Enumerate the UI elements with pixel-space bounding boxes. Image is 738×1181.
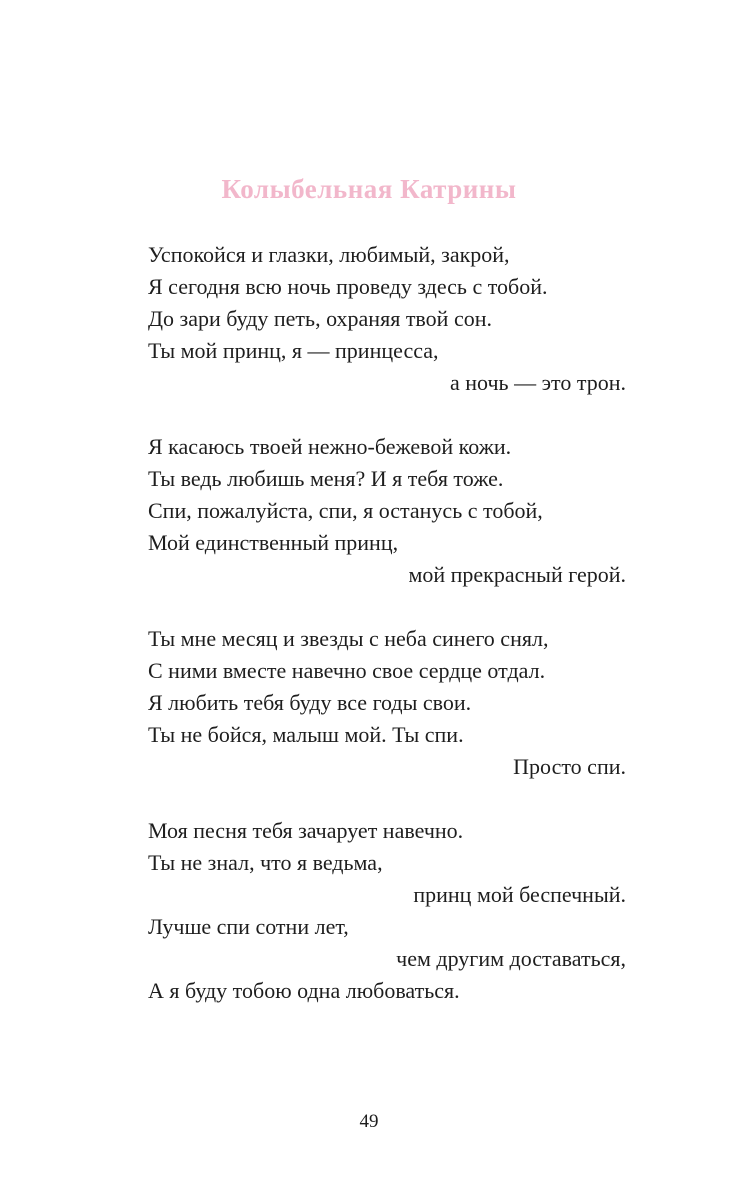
poem-line: А я буду тобою одна любоваться.: [148, 978, 460, 1003]
poem-line: Ты мой принц, я — принцесса,: [148, 338, 439, 363]
poem-line: Просто спи.: [513, 754, 626, 779]
poem-line: Я любить тебя буду все годы свои.: [148, 690, 472, 715]
poem-line: Успокойся и глазки, любимый, закрой,: [148, 242, 510, 267]
stanza-1: [148, 239, 626, 399]
page-number: 49: [359, 1111, 379, 1132]
stanza-2: [148, 431, 626, 591]
poem-line: Ты не знал, что я ведьма,: [148, 850, 383, 875]
poem-line: Моя песня тебя зачарует навечно.: [148, 818, 464, 843]
poem-line: До зари буду петь, охраняя твой сон.: [148, 306, 492, 331]
poem-line: Ты не бойся, малыш мой. Ты спи.: [148, 722, 464, 747]
poem-line: принц мой беспечный.: [413, 882, 626, 907]
stanza-4: [148, 815, 626, 1007]
poem-line: Ты ведь любишь меня? И я тебя тоже.: [148, 466, 504, 491]
poem-line: Я сегодня всю ночь проведу здесь с тобой.: [148, 274, 548, 299]
poem-body: [148, 239, 626, 1039]
poem-line: Лучше спи сотни лет,: [148, 914, 349, 939]
poem-line: Мой единственный принц,: [148, 530, 399, 555]
poem-line: Спи, пожалуйста, спи, я останусь с тобой,: [148, 498, 543, 523]
poem-line: мой прекрасный герой.: [408, 562, 626, 587]
poem-title: Колыбельная Катрины: [221, 174, 517, 204]
poem-line: Я касаюсь твоей нежно-бежевой кожи.: [148, 434, 512, 459]
poem-line: Ты мне месяц и звезды с неба синего снял,: [148, 626, 549, 651]
poem-line: чем другим доставаться,: [396, 946, 626, 971]
poem-line: а ночь — это трон.: [450, 370, 626, 395]
stanza-3: [148, 623, 626, 783]
poem-line: С ними вместе навечно свое сердце отдал.: [148, 658, 546, 683]
